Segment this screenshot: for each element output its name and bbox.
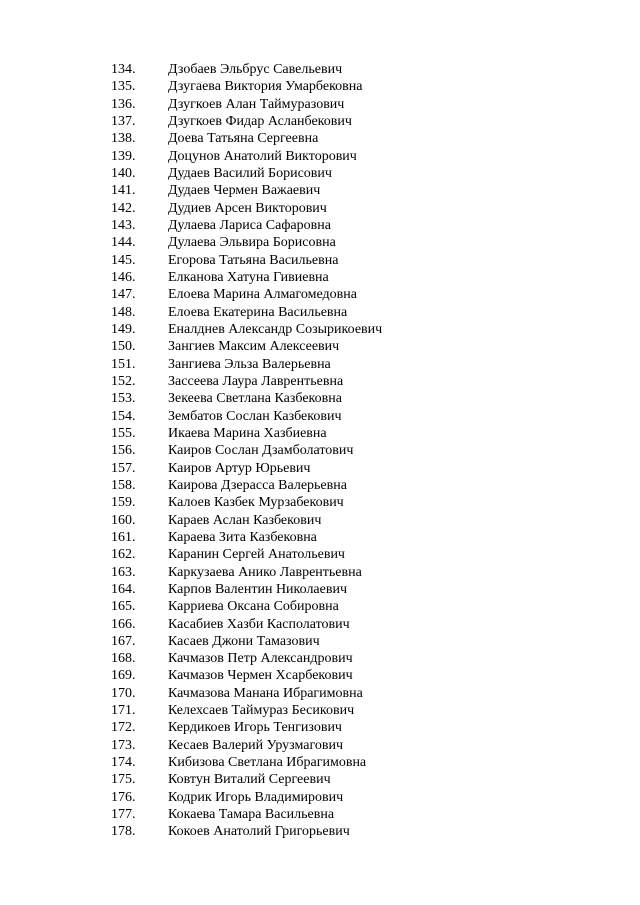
list-item xyxy=(0,373,640,390)
list-item-number: 146. xyxy=(111,269,136,285)
list-item-name: Каркузаева Анико Лаврентьевна xyxy=(168,564,362,580)
list-item xyxy=(0,304,640,321)
list-item xyxy=(0,390,640,407)
list-item-name: Келехсаев Таймураз Бесикович xyxy=(168,703,355,719)
list-item-name: Кердикоев Игорь Тенгизович xyxy=(168,720,342,736)
list-item xyxy=(0,581,640,598)
list-item-name: Елоева Марина Алмагомедовна xyxy=(168,287,357,303)
list-item-number: 170. xyxy=(111,685,136,701)
list-item-name: Кибизова Светлана Ибрагимовна xyxy=(168,755,367,771)
list-item xyxy=(0,754,640,771)
list-item-name: Елоева Екатерина Васильевна xyxy=(168,304,348,320)
list-item-number: 162. xyxy=(111,547,136,563)
list-item-number: 139. xyxy=(111,148,136,164)
list-item xyxy=(0,494,640,511)
list-item-number: 141. xyxy=(111,183,136,199)
list-item-name: Зассеева Лаура Лаврентьевна xyxy=(168,373,344,389)
list-item-number: 144. xyxy=(111,235,136,251)
list-item xyxy=(0,78,640,95)
list-item-number: 135. xyxy=(111,79,136,95)
list-item xyxy=(0,356,640,373)
list-item-name: Доева Татьяна Сергеевна xyxy=(168,131,319,147)
list-item-name: Касабиев Хазби Касполатович xyxy=(168,616,350,632)
list-item-number: 161. xyxy=(111,529,136,545)
list-item-number: 174. xyxy=(111,755,136,771)
list-item-name: Елканова Хатуна Гивиевна xyxy=(168,269,329,285)
list-item-name: Зекеева Светлана Казбековна xyxy=(168,391,342,407)
list-item xyxy=(0,667,640,684)
list-item-number: 166. xyxy=(111,616,136,632)
list-item-name: Кокоев Анатолий Григорьевич xyxy=(168,824,350,840)
list-item xyxy=(0,61,640,78)
list-item-name: Ковтун Виталий Сергеевич xyxy=(168,772,331,788)
list-item-number: 171. xyxy=(111,703,136,719)
list-item-name: Дулаева Эльвира Борисовна xyxy=(168,235,336,251)
list-item xyxy=(0,564,640,581)
list-item xyxy=(0,823,640,840)
list-item-name: Кесаев Валерий Урузмагович xyxy=(168,737,343,753)
list-item-name: Карриева Оксана Собировна xyxy=(168,599,339,615)
list-item-name: Дудиев Арсен Викторович xyxy=(168,200,327,216)
list-item-number: 160. xyxy=(111,512,136,528)
list-item xyxy=(0,650,640,667)
list-item xyxy=(0,321,640,338)
list-item-name: Качмазова Манана Ибрагимовна xyxy=(168,685,363,701)
list-item-number: 137. xyxy=(111,113,136,129)
list-item xyxy=(0,182,640,199)
list-item-number: 167. xyxy=(111,633,136,649)
list-item-number: 151. xyxy=(111,356,136,372)
list-item-name: Зангиев Максим Алексеевич xyxy=(168,339,340,355)
list-item-name: Касаев Джони Тамазович xyxy=(168,633,320,649)
list-item-number: 147. xyxy=(111,287,136,303)
list-item-name: Калоев Казбек Мурзабекович xyxy=(168,495,344,511)
list-item-name: Каирова Дзерасса Валерьевна xyxy=(168,477,347,493)
list-item xyxy=(0,408,640,425)
list-item xyxy=(0,148,640,165)
list-item-name: Дзугаева Виктория Умарбековна xyxy=(168,79,363,95)
list-item-name: Караев Аслан Казбекович xyxy=(168,512,322,528)
list-item xyxy=(0,96,640,113)
list-item-number: 142. xyxy=(111,200,136,216)
list-item xyxy=(0,702,640,719)
list-item-name: Дзугкоев Фидар Асланбекович xyxy=(168,113,352,129)
list-item-number: 154. xyxy=(111,408,136,424)
list-item-number: 143. xyxy=(111,217,136,233)
list-item-name: Качмазов Петр Александрович xyxy=(168,651,353,667)
list-item-number: 173. xyxy=(111,737,136,753)
list-item-number: 168. xyxy=(111,651,136,667)
list-item-name: Дудаев Василий Борисович xyxy=(168,165,332,181)
list-item-number: 177. xyxy=(111,807,136,823)
list-item xyxy=(0,546,640,563)
list-item-name: Качмазов Чермен Хсарбекович xyxy=(168,668,353,684)
list-item-number: 150. xyxy=(111,339,136,355)
list-item-number: 158. xyxy=(111,477,136,493)
list-item-number: 152. xyxy=(111,373,136,389)
list-item xyxy=(0,286,640,303)
list-item xyxy=(0,234,640,251)
list-item xyxy=(0,512,640,529)
list-item xyxy=(0,269,640,286)
list-item-name: Карпов Валентин Николаевич xyxy=(168,581,348,597)
list-item-number: 175. xyxy=(111,772,136,788)
list-item-number: 176. xyxy=(111,789,136,805)
list-item xyxy=(0,200,640,217)
list-item-number: 159. xyxy=(111,495,136,511)
list-item-number: 138. xyxy=(111,131,136,147)
list-item xyxy=(0,113,640,130)
list-item-name: Кодрик Игорь Владимирович xyxy=(168,789,344,805)
list-item-name: Дудаев Чермен Важаевич xyxy=(168,183,321,199)
list-item-name: Зангиева Эльза Валерьевна xyxy=(168,356,331,372)
list-item xyxy=(0,252,640,269)
list-item-name: Дзобаев Эльбрус Савельевич xyxy=(168,62,343,77)
list-item-name: Караева Зита Казбековна xyxy=(168,529,317,545)
list-item-number: 140. xyxy=(111,165,136,181)
list-item-number: 155. xyxy=(111,425,136,441)
list-item-number: 148. xyxy=(111,304,136,320)
list-item-number: 153. xyxy=(111,391,136,407)
list-item-number: 165. xyxy=(111,599,136,615)
list-item-number: 157. xyxy=(111,460,136,476)
list-item xyxy=(0,165,640,182)
list-item xyxy=(0,425,640,442)
list-item-name: Каранин Сергей Анатольевич xyxy=(168,547,345,563)
list-item xyxy=(0,477,640,494)
list-item-number: 156. xyxy=(111,443,136,459)
list-item-number: 136. xyxy=(111,96,136,112)
list-item-number: 149. xyxy=(111,321,136,337)
list-item xyxy=(0,338,640,355)
list-item-name: Еналднев Александр Созырикоевич xyxy=(168,321,383,337)
list-item-number: 178. xyxy=(111,824,136,840)
list-item xyxy=(0,789,640,806)
list-item-name: Дулаева Лариса Сафаровна xyxy=(168,217,331,233)
list-item xyxy=(0,130,640,147)
list-item xyxy=(0,217,640,234)
name-list xyxy=(0,61,640,841)
list-item-name: Каиров Артур Юрьевич xyxy=(168,460,311,476)
list-item-number: 172. xyxy=(111,720,136,736)
list-item-name: Зембатов Сослан Казбекович xyxy=(168,408,342,424)
list-item xyxy=(0,806,640,823)
list-item-name: Каиров Сослан Дзамболатович xyxy=(168,443,354,459)
list-item-number: 169. xyxy=(111,668,136,684)
list-item-name: Кокаева Тамара Васильевна xyxy=(168,807,335,823)
list-item xyxy=(0,771,640,788)
list-item xyxy=(0,529,640,546)
list-item xyxy=(0,616,640,633)
list-item-number: 134. xyxy=(111,62,136,77)
list-item-number: 164. xyxy=(111,581,136,597)
list-item-name: Дзугкоев Алан Таймуразович xyxy=(168,96,345,112)
list-item-name: Доцунов Анатолий Викторович xyxy=(168,148,357,164)
list-item-name: Икаева Марина Хазбиевна xyxy=(168,425,327,441)
list-item xyxy=(0,685,640,702)
list-item-number: 163. xyxy=(111,564,136,580)
list-item xyxy=(0,737,640,754)
list-item xyxy=(0,442,640,459)
list-item-name: Егорова Татьяна Васильевна xyxy=(168,252,339,268)
list-item xyxy=(0,460,640,477)
list-item xyxy=(0,633,640,650)
list-item-number: 145. xyxy=(111,252,136,268)
list-item xyxy=(0,598,640,615)
list-item xyxy=(0,719,640,736)
